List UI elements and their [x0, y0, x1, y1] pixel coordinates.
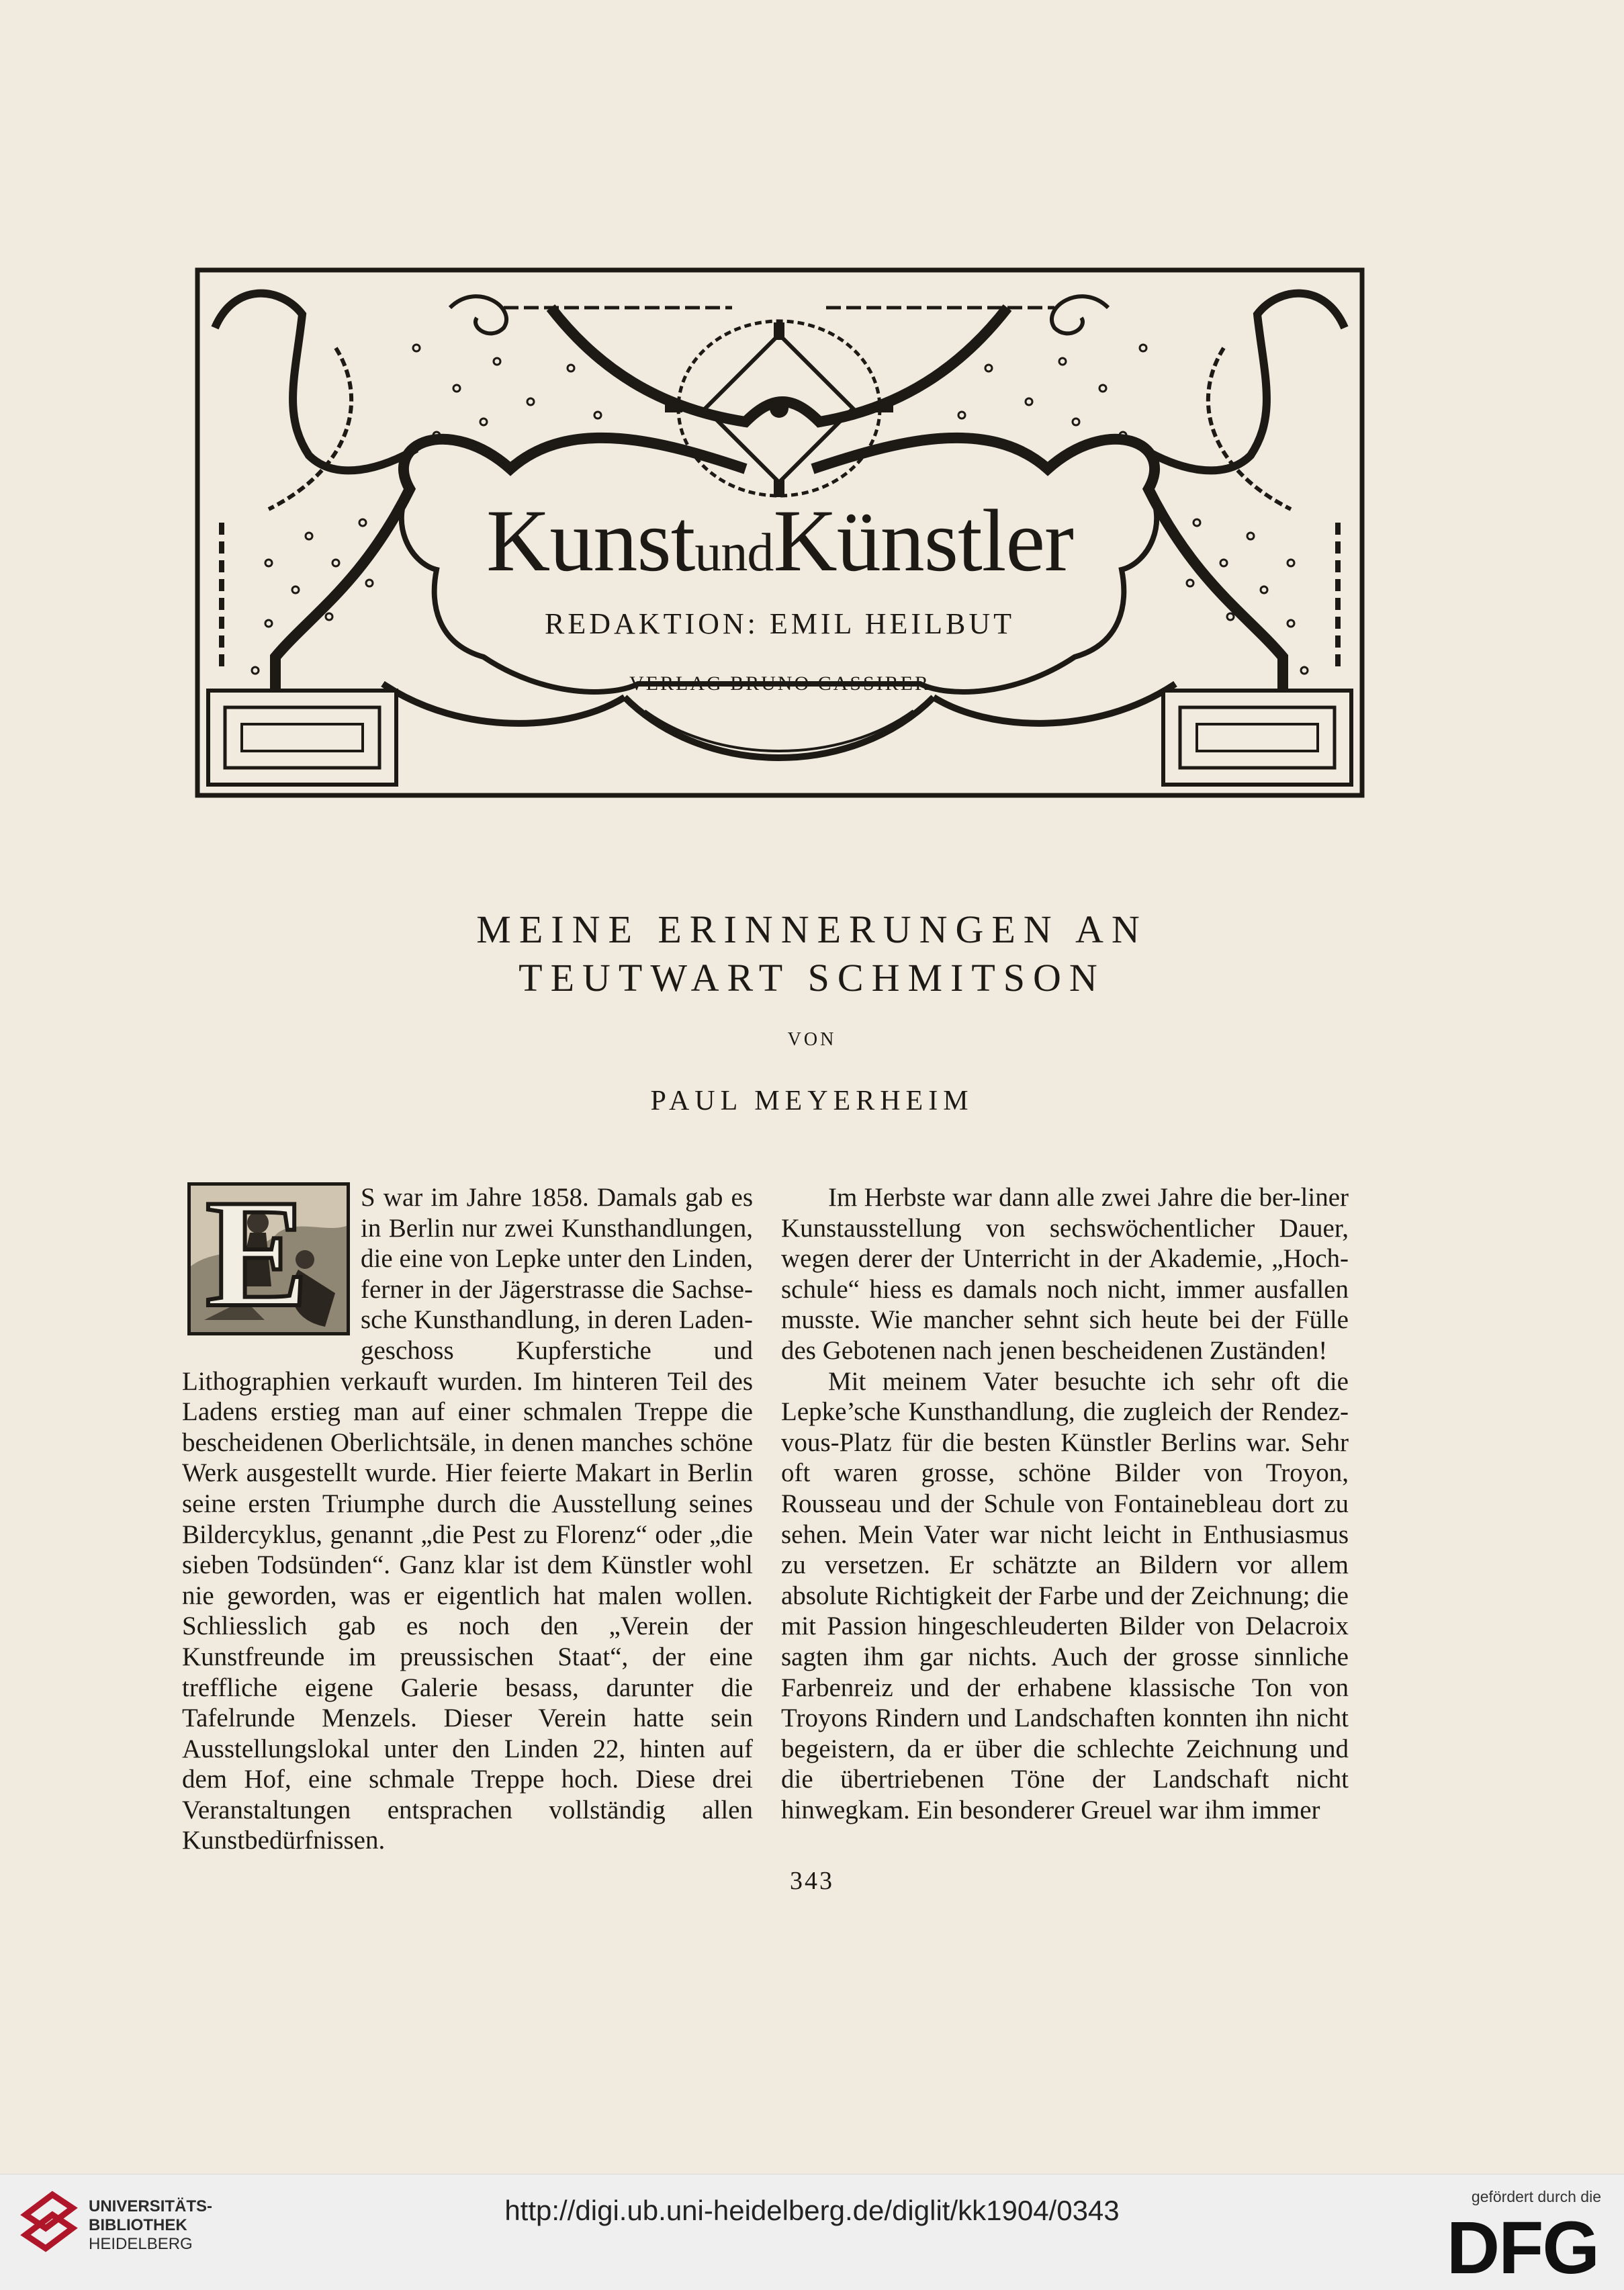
- article-title-line-2: TEUTWART SCHMITSON: [518, 956, 1106, 1000]
- drop-cap-illustration: [187, 1182, 350, 1335]
- source-url-link[interactable]: http://digi.ub.uni-heidelberg.de/diglit/kk1904/0343: [504, 2195, 1120, 2226]
- footer-bar: [0, 2174, 1624, 2290]
- right-column-paragraph-2: Mit meinem Vater besuchte ich sehr oft die Lepke’sche Kunsthandlung, die zugleich der Rendez-vous-Platz für die besten Künstler Berlins war. Sehr oft waren grosse, schöne Bilder von Troyon, Rousseau und der Schule von Fontainebleau dort zu sehen. Mein Vater war nicht leicht in Enthusiasmus zu versetzen. Er schätzte an Bildern vor allem absolute Richtigkeit der Farbe und der Zeichnung; die mit Passion hingeschleuderten Bilder von Delacroix sagten ihm gar nichts. Auch der grosse sinnliche Farbenreiz und der erhabene klassische Ton von Troyons Rindern und Landschaften konnten ihn nicht begeistern, da er über die schlechte Zeichnung und die übertriebenen Töne der Landschaft nicht hinwegkam. Ein besonderer Greuel war ihm immer: [781, 1366, 1349, 1824]
- drop-cap-letter: E: [206, 1182, 309, 1335]
- library-name-line-3: HEIDELBERG: [89, 2235, 193, 2253]
- byline-von: VON: [787, 1029, 837, 1050]
- library-name-line-1: UNIVERSITÄTS-: [89, 2197, 213, 2215]
- right-column-paragraph-1: Im Herbste war dann alle zwei Jahre die ber-liner Kunstausstellung von sechswöchentlicher Dauer, wegen derer der Unterricht in der Akademie, „Hoch-schule“ hiess es damals noch nicht, immer ausfallen musste. Wie mancher sehnt sich heute bei der Fülle des Gebotenen nach jenen bescheidenen Zuständen!: [781, 1183, 1349, 1365]
- article-title-line-1: MEINE ERINNERUNGEN AN: [476, 908, 1148, 951]
- journal-title-und: und: [694, 523, 774, 582]
- text-column-left: [182, 1182, 753, 1856]
- publisher-line: VERLAG BRUNO CASSIRER: [629, 672, 931, 695]
- masthead-ornament: [195, 267, 1365, 798]
- dfg-logo[interactable]: DFG: [1446, 2207, 1598, 2289]
- page-number: 343: [790, 1867, 834, 1895]
- journal-title-part1: Kunst: [486, 491, 695, 590]
- text-column-right: [781, 1182, 1349, 1825]
- author-name: PAUL MEYERHEIM: [650, 1086, 974, 1116]
- funding-label: gefördert durch die: [1471, 2188, 1601, 2205]
- library-name-line-2: BIBLIOTHEK: [89, 2216, 187, 2234]
- editor-line: REDAKTION: EMIL HEILBUT: [545, 607, 1015, 640]
- journal-title-part2: Künstler: [773, 491, 1073, 590]
- journal-title: [195, 489, 1365, 592]
- left-column-paragraph: S war im Jahre 1858. Damals gab es in Berlin nur zwei Kunsthandlungen, die eine von Lepke unter den Linden, ferner in der Jägerstrasse die Sachse-sche Kunsthandlung, in deren Laden-geschoss Kupferstiche und Lithographien verkauft wurden. Im hinteren Teil des Ladens erstieg man auf einer schmalen Treppe die bescheidenen Oberlichtsäle, in denen manches schöne Werk ausgestellt wurde. Hier feierte Makart in Berlin seine ersten Triumphe durch die Ausstellung seines Bildercyklus, genannt „die Pest zu Florenz“ oder „die sieben Todsünden“. Ganz klar ist dem Künstler wohl nie geworden, was er eigentlich hat malen wollen. Schliesslich gab es noch den „Verein der Kunstfreunde im preussischen Staat“, der eine treffliche eigene Galerie besass, darunter die Tafelrunde Menzels. Dieser Verein hatte sein Ausstellungslokal unter den Linden 22, hinten auf dem Hof, eine schmale Treppe hoch. Diese drei Veranstaltungen entsprachen vollständig allen Kunstbedürfnissen.: [182, 1183, 753, 1855]
